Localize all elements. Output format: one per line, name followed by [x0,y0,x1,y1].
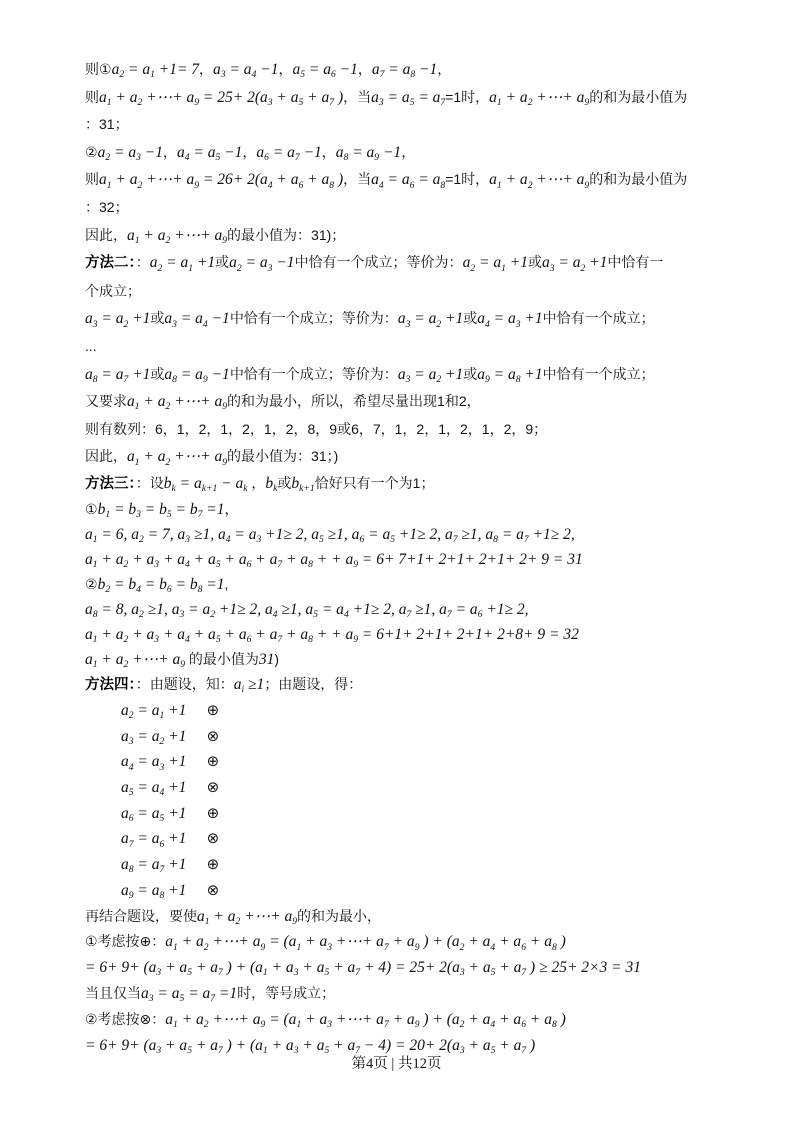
doc-line [85,826,753,852]
text-run: 或 [150,310,165,327]
text-run: ， [357,61,372,77]
math-run: 31 [258,650,275,668]
text-run: ， [224,500,239,517]
text-run: ，当 [343,88,372,105]
text-run: 中恰有一个成立；等价为： [229,310,398,327]
text-run: ， [247,474,266,491]
text-run: 的和为最小， [297,907,382,924]
doc-line [85,597,753,622]
text-run: 的最小值为 [185,650,259,667]
math-run: $a_7 = a_6 +1$ [121,830,187,850]
text-run: 恰好只有一个为1； [314,474,435,491]
math-run: $a_1 + a_2$ +⋯+ $a_9 = 26+ 2(a_4 + a_6 + a_8$ ) [99,171,344,191]
math-run: $a_8 = 8$, $a_2 \ge 1$, $a_3 = a_2 +1\ge 2$, $a_4 \ge 1$, $a_5 = a_4 +1\ge 2$, $a_7 \ge 1$, $a_7 = a_6 +1\ge 2$, [85,600,529,621]
text-run: ：31； [85,116,129,133]
doc-line [85,305,753,333]
text-run: 的和为最小，所以，希望尽量出现1和2， [227,393,481,410]
math-run: $a_1 + a_2$ +⋯+ $a_9$ [127,448,228,468]
text-run: 的最小值为：31)； [227,226,346,243]
text-run: 中恰有一个成立； [542,310,655,327]
text-run: ... [85,337,97,354]
math-run: $a_3 = a_2 +1$ [121,727,187,747]
doc-line [85,904,753,930]
doc-line [85,698,753,724]
math-run: $a_1 + a_2$ +⋯+ $a_9$ [85,650,186,671]
math-run: $b_{k+1}$ [291,474,315,495]
math-run: $a_6 = a_7 -1$ [256,143,322,164]
text-run: ② [85,143,98,160]
math-run: $a_2 = a_1 +1$ [462,254,528,274]
math-run: $b_1 = b_3 = b_5 = b_7 =1$ [97,500,225,521]
math-run: $b_k = a_{k+1} - a_k$ [163,474,248,495]
math-run: $a_1 + a_2$ +⋯+ $a_9$ [489,171,590,191]
math-run: $a_3 = a_2 +1$ [397,310,464,330]
math-run: $a_7 = a_8 -1$ [371,61,438,81]
doc-line [85,249,753,278]
text-run: 因此， [85,226,127,243]
text-run: 则 [85,88,99,105]
text-run: 的最小值为：31；) [227,448,339,465]
doc-line [85,749,753,775]
text-run: ， [437,61,452,77]
text-run: ) [274,650,280,667]
page-footer [0,1052,793,1073]
text-run: ⊕ [202,856,220,874]
text-run: ②考虑按⊗： [85,1010,166,1027]
doc-line [85,443,753,471]
doc-line [85,278,753,306]
math-run: $a_8 = a_7 +1$ [85,365,151,385]
doc-line [85,955,753,981]
math-run: $a_1 + a_2$ +⋯+ $a_9 = 25+ 2(a_3 + a_5 + a_7$ ) [99,88,344,108]
math-run: $b_2 = b_4 = b_6 = b_8 =1$ [97,575,225,596]
doc-line [85,416,753,444]
page-number: 第4页 | 共12页 [351,1056,442,1072]
math-run: $a_5 = a_4 +1$ [121,779,187,799]
text-run: ② [85,575,98,592]
math-run: $a_1 + a_2$ +⋯+ $a_9$ [127,226,228,246]
doc-line [85,1007,753,1033]
text-run: 或 [215,254,230,271]
text-run: ⊗ [202,830,220,848]
text-run: 的和为最小值为 [589,171,688,188]
text-run: 的和为最小值为 [589,88,688,105]
math-run: $a_1 + a_2 + a_3 + a_4 + a_5 + a_6 + a_7 + a_8$ + + $a_9 = 6+1+ 2+1+ 2+1+ 2+8+ 9 = 32$ [85,625,579,646]
math-run: $a_i \ge 1$ [233,675,265,696]
method-label: 方法三： [85,475,136,492]
text-run: 个成立； [85,282,141,299]
text-run: ⊕ [202,753,220,771]
math-run: $a_1 + a_2 + a_3 + a_4 + a_5 + a_6 + a_7 + a_8$ + + $a_9 = 6+ 7+1+ 2+1+ 2+1+ 2+ 9 = 31$ [85,550,583,571]
text-run: 中恰有一个成立；等价为： [294,254,463,271]
math-run: $a_4 = a_3 +1$ [121,753,187,773]
text-run: 则 [85,171,99,188]
doc-line [85,801,753,827]
doc-line [85,981,753,1007]
text-run: ⊗ [202,779,220,797]
text-run: 当且仅当 [85,984,141,1001]
math-run: $a_2 = a_1 +1$ [149,254,216,274]
doc-line [85,929,753,955]
text-run: ① [85,500,98,517]
doc-line [85,388,753,416]
doc-line [85,622,753,647]
doc-line [85,852,753,878]
text-run: ，当 [343,171,372,188]
text-run: ， [199,61,214,77]
doc-line [85,194,753,222]
doc-line [85,547,753,572]
doc-line [85,522,753,547]
text-run: ， [321,143,336,160]
math-run: $a_1 + a_2$ +⋯+ $a_9 = (a_1 + a_3$ +⋯+ $a_7 + a_9$ ) + ($a_2 + a_4 + a_6 + a_8$ ) [165,933,566,953]
doc-line [85,878,753,904]
text-run: ， [278,61,293,77]
math-run: $a_3 = a_4 -1$ [164,310,230,330]
document-content [85,56,753,1058]
math-run: $a_3 = a_5 = a_7 =1$ [141,984,238,1005]
math-run: = $6+ 9+ (a_3 + a_5 + a_7$ ) + $(a_1 + a_3 + a_5 + a_7 - 4) = 20+ 2(a_3 + a_5 + a_7$ ) [85,1036,536,1056]
text-run: 或 [277,474,292,491]
text-run: ：由题设，知： [135,675,234,692]
math-run: $a_8 = a_9 -1$ [164,365,230,385]
math-run: $a_3 = a_2 +1$ [541,254,608,274]
math-run: $a_9 = a_8 +1$ [477,365,543,385]
text-run: ⊗ [202,727,220,745]
math-run: $a_2 = a_1 +1$ [121,701,187,722]
math-run: $a_1 + a_2$ +⋯+ $a_9$ [489,88,590,108]
math-run: $a_1 + a_2$ +⋯+ $a_9$ [127,393,228,413]
math-run: $a_8 = a_7 +1$ [121,856,187,876]
math-run: $a_3 = a_5 = a_7$ [371,88,446,108]
text-run: 中恰有一 [607,254,664,271]
math-run: $a_3 = a_2 +1$ [397,365,464,385]
doc-line [85,222,753,250]
math-run: $a_1 + a_2$ +⋯+ $a_9 = (a_1 + a_3$ +⋯+ $a_7 + a_9$ ) + ($a_2 + a_4 + a_6 + a_8$ ) [165,1010,566,1031]
doc-line [85,497,753,522]
math-run: $b_k$ [265,474,278,495]
text-run: 或 [463,310,478,327]
text-run: 再结合题设，要使 [85,907,197,924]
math-run: $a_9 = a_8 +1$ [121,881,187,902]
math-run: $a_3 = a_4 -1$ [213,61,279,81]
doc-line [85,139,753,167]
text-run: ⊕ [202,804,220,822]
text-run: 则有数列：6，1，2，1，2，1，2，8，9或6，7，1，2，1，2，1，2，9； [85,420,548,437]
math-run: $a_4 = a_6 = a_8$ [371,171,446,191]
doc-line [85,56,753,84]
doc-line [85,572,753,597]
text-run: 中恰有一个成立；等价为： [229,365,398,382]
math-run: = $6+ 9+ (a_3 + a_5 + a_7$ ) + $(a_1 + a_3 + a_5 + a_7 + 4) = 25+ 2(a_3 + a_5 + a_7$ ) ≥ 25+ 2×3 = 31 [85,959,641,979]
doc-line [85,361,753,389]
doc-line [85,471,753,497]
text-run: 中恰有一个成立； [542,365,655,382]
text-run: ⊕ [202,701,220,719]
text-run: 因此， [85,448,127,465]
text-run: 则① [85,61,112,77]
method-label: 方法四： [85,676,136,693]
doc-line [85,647,753,672]
doc-line [85,672,753,698]
doc-line [85,724,753,750]
method-label: 方法二： [85,255,136,272]
text-run: ①考虑按⊕： [85,933,166,950]
text-run: ；由题设，得： [264,675,363,692]
text-run: , [224,575,229,592]
text-run: ：设 [135,474,164,491]
math-run: $a_1 = 6$, $a_2 = 7$, $a_3 \ge 1$, $a_4 = a_3 +1\ge 2$, $a_5 \ge 1$, $a_6 = a_5 +1\ge 2$, $a_7 \ge 1$, $a_8 = a_7 +1\ge 2$, [85,525,575,546]
text-run: =1时， [445,88,490,105]
math-run: $a_4 = a_5 -1$ [176,143,243,164]
text-run: 或 [527,254,542,271]
doc-line [85,333,753,361]
text-run: 或 [463,365,478,382]
math-run: $a_8 = a_9 -1$ [335,143,402,164]
text-run: ， [401,143,416,160]
text-run: 或 [150,365,165,382]
text-run: ⊗ [202,881,220,899]
math-run: $a_3 = a_2 +1$ [85,310,151,330]
doc-line [85,84,753,112]
math-run: $a_6 = a_5 +1$ [121,804,187,825]
text-run: ， [162,143,177,160]
math-run: $a_2 = a_3 -1$ [229,254,295,274]
doc-line [85,775,753,801]
text-run: ： [135,254,150,271]
text-run: ， [242,143,257,160]
text-run: ：32； [85,198,129,215]
text-run: 又要求 [85,393,127,410]
doc-line [85,166,753,194]
math-run: $a_2 = a_1 +1= 7$ [111,61,200,81]
math-run: $a_1 + a_2$ +⋯+ $a_9$ [197,907,298,927]
math-run: $a_2 = a_3 -1$ [97,143,163,164]
doc-line [85,111,753,139]
text-run: =1时， [445,171,490,188]
math-run: $a_4 = a_3 +1$ [477,310,543,330]
math-run: $a_5 = a_6 -1$ [292,61,358,81]
text-run: 时，等号成立； [237,984,336,1001]
